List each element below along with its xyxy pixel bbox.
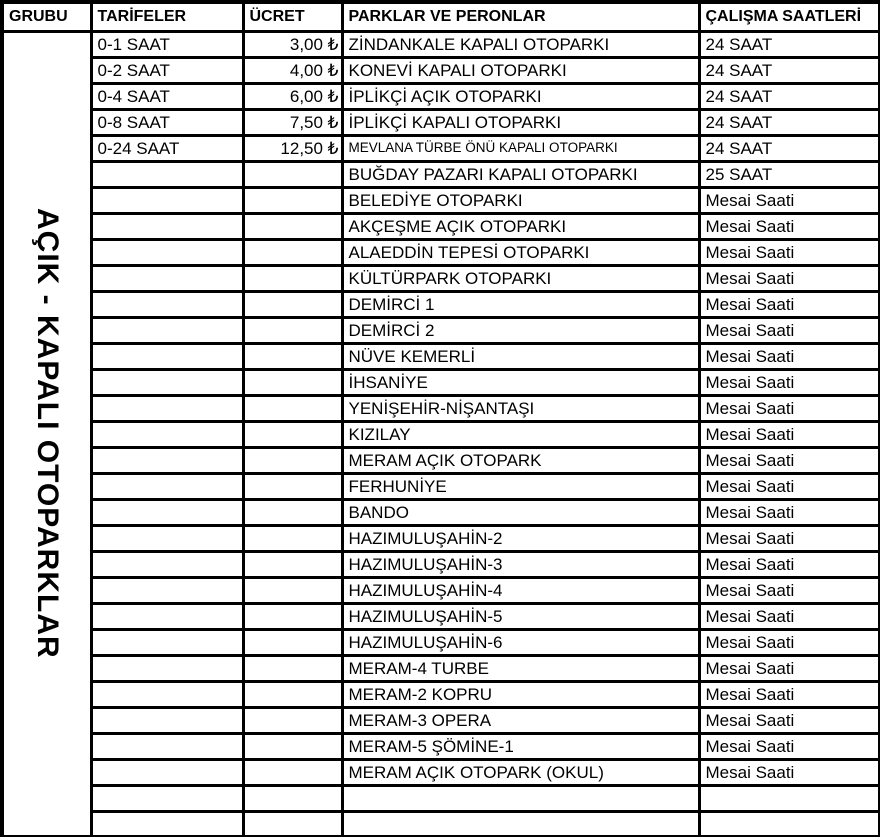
cell-tarife <box>91 473 243 499</box>
cell-tarife <box>91 707 243 733</box>
table-row <box>2 629 880 655</box>
cell-park: YENİŞEHİR-NİŞANTAŞI <box>342 395 699 421</box>
cell-saat: 24 SAAT <box>699 57 880 83</box>
cell-saat <box>699 811 880 837</box>
table-row <box>2 239 880 265</box>
table-row <box>2 447 880 473</box>
cell-park: KÜLTÜRPARK OTOPARKI <box>342 265 699 291</box>
cell-saat: Mesai Saati <box>699 187 880 213</box>
cell-tarife <box>91 499 243 525</box>
cell-saat: Mesai Saati <box>699 681 880 707</box>
cell-saat: 24 SAAT <box>699 135 880 161</box>
cell-ucret <box>243 239 342 265</box>
cell-park: MERAM AÇIK OTOPARK (OKUL) <box>342 759 699 785</box>
cell-park: DEMİRCİ 2 <box>342 317 699 343</box>
cell-ucret: 4,00 ₺ <box>243 57 342 83</box>
cell-park: DEMİRCİ 1 <box>342 291 699 317</box>
table-row <box>2 291 880 317</box>
cell-tarife <box>91 577 243 603</box>
table-row <box>2 759 880 785</box>
cell-saat: Mesai Saati <box>699 759 880 785</box>
group-vertical-label-cell <box>2 31 91 837</box>
table-row <box>2 681 880 707</box>
cell-park: İPLİKÇİ AÇIK OTOPARKI <box>342 83 699 109</box>
cell-tarife: 0-8 SAAT <box>91 109 243 135</box>
cell-ucret <box>243 447 342 473</box>
cell-tarife <box>91 343 243 369</box>
cell-tarife: 0-24 SAAT <box>91 135 243 161</box>
cell-tarife <box>91 811 243 837</box>
group-vertical-label: AÇIK - KAPALI OTOPARKLAR <box>30 208 64 660</box>
cell-saat: 24 SAAT <box>699 109 880 135</box>
cell-tarife <box>91 447 243 473</box>
cell-park: NÜVE KEMERLİ <box>342 343 699 369</box>
header-row <box>2 2 880 31</box>
table-row <box>2 655 880 681</box>
cell-ucret <box>243 525 342 551</box>
cell-saat: 24 SAAT <box>699 83 880 109</box>
table-row <box>2 421 880 447</box>
cell-tarife <box>91 265 243 291</box>
cell-saat: Mesai Saati <box>699 369 880 395</box>
cell-saat: Mesai Saati <box>699 499 880 525</box>
cell-saat: Mesai Saati <box>699 577 880 603</box>
table-row <box>2 811 880 837</box>
cell-ucret <box>243 551 342 577</box>
cell-park: MEVLANA TÜRBE ÖNÜ KAPALI OTOPARKI <box>342 135 699 161</box>
cell-saat: Mesai Saati <box>699 343 880 369</box>
cell-park: BANDO <box>342 499 699 525</box>
cell-ucret <box>243 811 342 837</box>
column-header-calisma: ÇALIŞMA SAATLERİ <box>699 2 880 31</box>
cell-ucret <box>243 369 342 395</box>
cell-park: MERAM-3 OPERA <box>342 707 699 733</box>
cell-park: MERAM-2 KOPRU <box>342 681 699 707</box>
table-row <box>2 499 880 525</box>
table-row <box>2 57 880 83</box>
cell-tarife <box>91 421 243 447</box>
cell-ucret <box>243 603 342 629</box>
cell-park <box>342 811 699 837</box>
cell-saat: Mesai Saati <box>699 265 880 291</box>
cell-saat: Mesai Saati <box>699 473 880 499</box>
cell-saat: 25 SAAT <box>699 161 880 187</box>
table-row <box>2 707 880 733</box>
cell-park: HAZIMULUŞAHİN-6 <box>342 629 699 655</box>
table-row <box>2 317 880 343</box>
cell-tarife <box>91 785 243 811</box>
cell-park: KONEVİ KAPALI OTOPARKI <box>342 57 699 83</box>
cell-park: MERAM AÇIK OTOPARK <box>342 447 699 473</box>
cell-park: BELEDİYE OTOPARKI <box>342 187 699 213</box>
cell-saat: Mesai Saati <box>699 655 880 681</box>
cell-park: MERAM-5 ŞÖMİNE-1 <box>342 733 699 759</box>
cell-ucret <box>243 629 342 655</box>
table-row <box>2 733 880 759</box>
cell-park: ZİNDANKALE KAPALI OTOPARKI <box>342 31 699 57</box>
cell-ucret <box>243 499 342 525</box>
cell-tarife <box>91 733 243 759</box>
cell-ucret <box>243 785 342 811</box>
table-row <box>2 31 880 57</box>
cell-saat: Mesai Saati <box>699 525 880 551</box>
table-row <box>2 343 880 369</box>
table-row <box>2 369 880 395</box>
table-row <box>2 161 880 187</box>
table-row <box>2 577 880 603</box>
cell-tarife <box>91 681 243 707</box>
cell-saat: Mesai Saati <box>699 551 880 577</box>
cell-park: HAZIMULUŞAHİN-5 <box>342 603 699 629</box>
cell-park: FERHUNİYE <box>342 473 699 499</box>
cell-ucret <box>243 733 342 759</box>
cell-tarife: 0-4 SAAT <box>91 83 243 109</box>
cell-saat: Mesai Saati <box>699 317 880 343</box>
cell-ucret <box>243 473 342 499</box>
cell-ucret <box>243 395 342 421</box>
cell-ucret <box>243 421 342 447</box>
cell-park: HAZIMULUŞAHİN-4 <box>342 577 699 603</box>
column-header-ucret: ÜCRET <box>243 2 342 31</box>
cell-ucret <box>243 187 342 213</box>
cell-park: İPLİKÇİ KAPALI OTOPARKI <box>342 109 699 135</box>
cell-tarife <box>91 239 243 265</box>
cell-saat: Mesai Saati <box>699 395 880 421</box>
cell-saat: 24 SAAT <box>699 31 880 57</box>
cell-park <box>342 785 699 811</box>
cell-saat: Mesai Saati <box>699 213 880 239</box>
table-row <box>2 551 880 577</box>
table-row <box>2 83 880 109</box>
cell-tarife <box>91 317 243 343</box>
cell-tarife: 0-1 SAAT <box>91 31 243 57</box>
cell-ucret: 7,50 ₺ <box>243 109 342 135</box>
cell-park: HAZIMULUŞAHİN-3 <box>342 551 699 577</box>
cell-tarife: 0-2 SAAT <box>91 57 243 83</box>
table-row <box>2 525 880 551</box>
cell-ucret <box>243 317 342 343</box>
cell-park: HAZIMULUŞAHİN-2 <box>342 525 699 551</box>
cell-ucret <box>243 577 342 603</box>
table-row <box>2 135 880 161</box>
cell-saat: Mesai Saati <box>699 733 880 759</box>
column-header-tarifeler: TARİFELER <box>91 2 243 31</box>
cell-tarife <box>91 291 243 317</box>
cell-ucret: 6,00 ₺ <box>243 83 342 109</box>
cell-ucret <box>243 343 342 369</box>
cell-saat: Mesai Saati <box>699 239 880 265</box>
cell-tarife <box>91 525 243 551</box>
table-row <box>2 187 880 213</box>
cell-saat: Mesai Saati <box>699 447 880 473</box>
cell-park: İHSANİYE <box>342 369 699 395</box>
cell-saat: Mesai Saati <box>699 603 880 629</box>
cell-ucret <box>243 161 342 187</box>
cell-ucret <box>243 681 342 707</box>
table-row <box>2 603 880 629</box>
cell-saat: Mesai Saati <box>699 629 880 655</box>
cell-tarife <box>91 629 243 655</box>
cell-ucret <box>243 655 342 681</box>
table-row <box>2 785 880 811</box>
column-header-grubu: GRUBU <box>2 2 91 31</box>
cell-tarife <box>91 213 243 239</box>
cell-saat <box>699 785 880 811</box>
cell-tarife <box>91 187 243 213</box>
table-row <box>2 473 880 499</box>
cell-ucret <box>243 759 342 785</box>
cell-park: ALAEDDİN TEPESİ OTOPARKI <box>342 239 699 265</box>
table-row <box>2 109 880 135</box>
cell-ucret <box>243 213 342 239</box>
cell-park: BUĞDAY PAZARI KAPALI OTOPARKI <box>342 161 699 187</box>
table-row <box>2 395 880 421</box>
cell-ucret: 3,00 ₺ <box>243 31 342 57</box>
cell-ucret: 12,50 ₺ <box>243 135 342 161</box>
cell-saat: Mesai Saati <box>699 421 880 447</box>
table-row <box>2 265 880 291</box>
cell-tarife <box>91 369 243 395</box>
cell-park: KIZILAY <box>342 421 699 447</box>
cell-tarife <box>91 603 243 629</box>
cell-saat: Mesai Saati <box>699 291 880 317</box>
cell-tarife <box>91 759 243 785</box>
cell-tarife <box>91 551 243 577</box>
table-row <box>2 213 880 239</box>
cell-ucret <box>243 707 342 733</box>
cell-park: MERAM-4 TURBE <box>342 655 699 681</box>
cell-tarife <box>91 655 243 681</box>
cell-tarife <box>91 395 243 421</box>
cell-saat: Mesai Saati <box>699 707 880 733</box>
cell-tarife <box>91 161 243 187</box>
column-header-parklar: PARKLAR VE PERONLAR <box>342 2 699 31</box>
cell-park: AKÇEŞME AÇIK OTOPARKI <box>342 213 699 239</box>
cell-ucret <box>243 265 342 291</box>
cell-ucret <box>243 291 342 317</box>
